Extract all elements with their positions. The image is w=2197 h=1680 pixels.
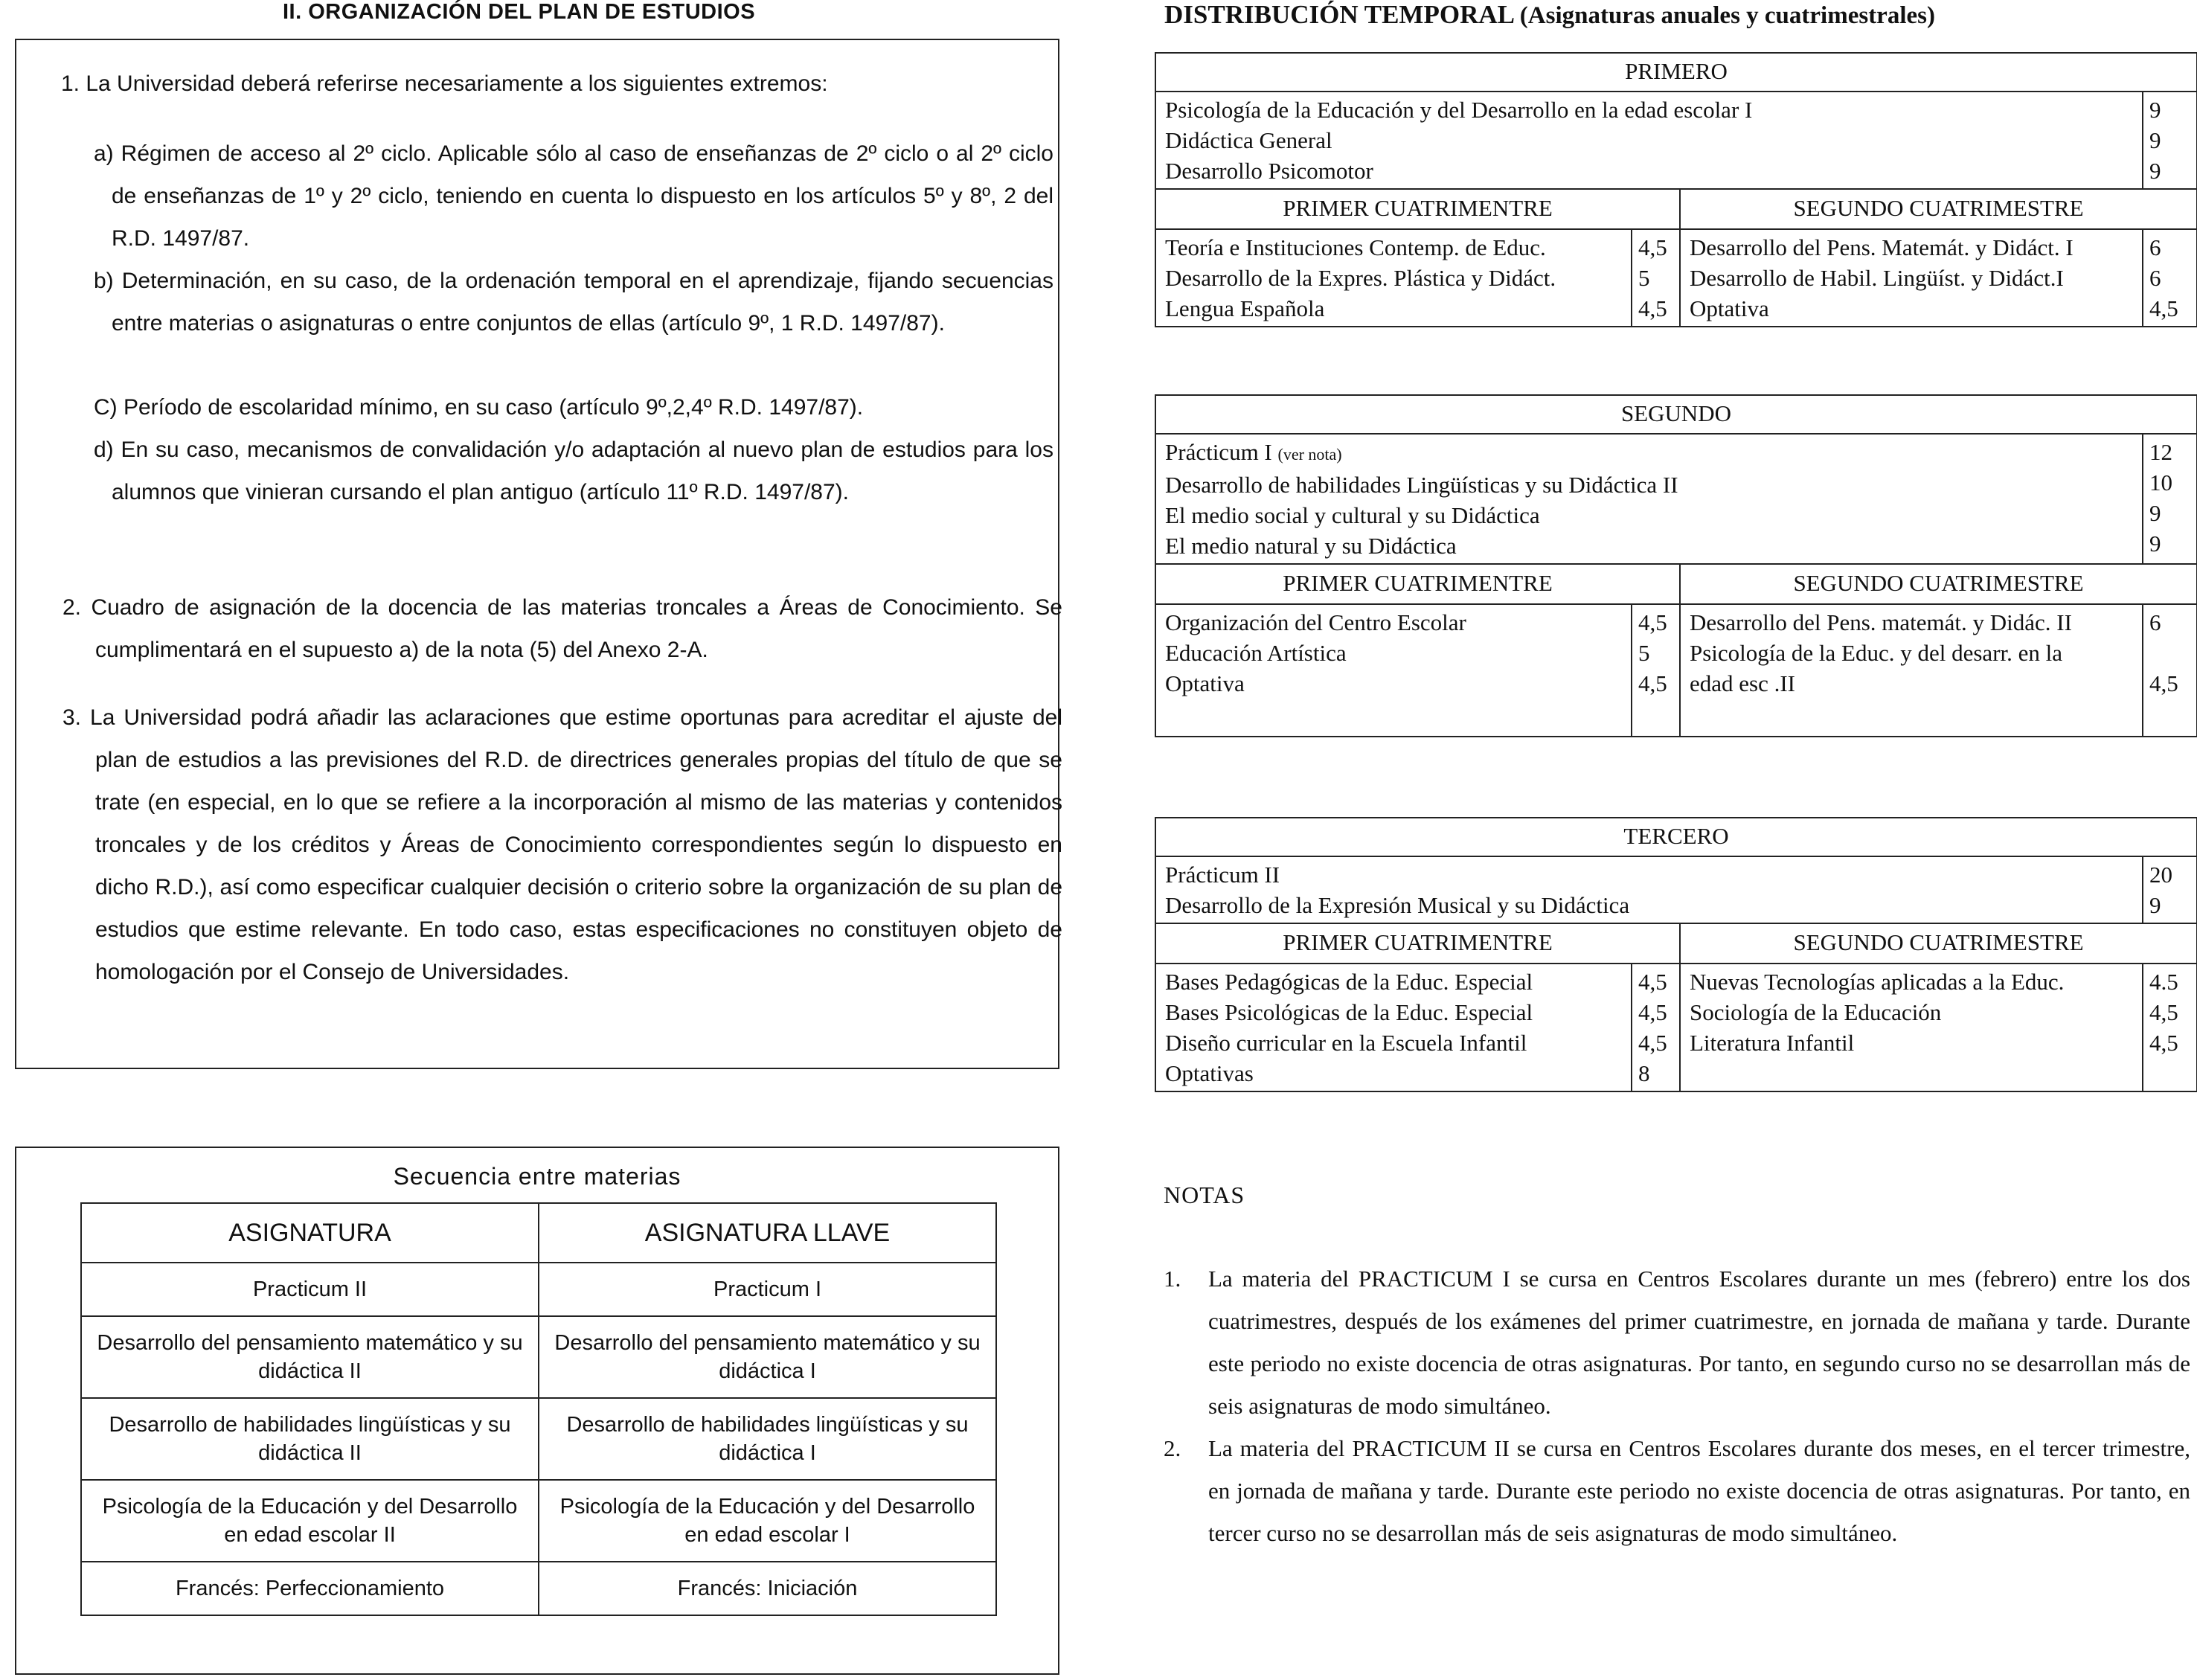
sequence-box — [15, 1147, 1059, 1675]
annual-credits — [2143, 92, 2197, 189]
cell-asignatura: Practicum II — [81, 1263, 539, 1316]
note-text: La materia del PRACTICUM II se cursa en Centros Escolares durante dos meses, en el tercer trimestre, en jornada de mañana y tarde. Durante este periodo no existe docencia de otras asignaturas. Por tanto, en tercer curso no se desarrollan más de seis asignaturas de modo simultáneo. — [1208, 1435, 2190, 1546]
credit-value: 9 — [2149, 127, 2161, 153]
credit-value: 9 — [2149, 500, 2161, 526]
second-term-subjects — [1680, 604, 2143, 737]
second-term-header: SEGUNDO CUATRIMESTRE — [1680, 564, 2197, 604]
year-title: PRIMERO — [1155, 53, 2197, 92]
cell-asignatura: Francés: Perfeccionamiento — [81, 1562, 539, 1615]
subject-name: Diseño curricular en la Escuela Infantil — [1165, 1030, 1527, 1056]
subject-name: Nuevas Tecnologías aplicadas a la Educ. — [1690, 969, 2065, 995]
second-term-header: SEGUNDO CUATRIMESTRE — [1680, 189, 2197, 229]
second-term-header: SEGUNDO CUATRIMESTRE — [1680, 923, 2197, 964]
first-term-credits — [1632, 229, 1680, 327]
subject-name: Lengua Española — [1165, 295, 1325, 321]
notes-title: NOTAS — [1164, 1182, 1245, 1208]
subject-name: Didáctica General — [1165, 127, 1332, 153]
annual-credits — [2143, 856, 2197, 923]
credit-value: 9 — [2149, 892, 2161, 918]
item-1b: b) Determinación, en su caso, de la ordenación temporal en el aprendizaje, fijando secuencias entre materias o asignaturas o entre conjuntos de ellas (artículo 9º, 1 R.D. 1497/87). — [94, 269, 1053, 336]
cell-llave: Desarrollo de habilidades lingüísticas y su didáctica I — [539, 1398, 996, 1480]
credit-value: 4,5 — [1638, 670, 1667, 696]
credit-spacer — [2149, 638, 2190, 668]
note-item — [1164, 1427, 2190, 1554]
subject-name: Literatura Infantil — [1690, 1030, 1855, 1056]
first-term-subjects — [1155, 229, 1632, 327]
credit-value: 12 — [2149, 439, 2172, 465]
subject-name: Teoría e Instituciones Contemp. de Educ. — [1165, 234, 1546, 260]
annual-subjects — [1155, 856, 2143, 923]
credit-value: 6 — [2149, 265, 2161, 291]
annual-subjects — [1155, 434, 2143, 564]
credit-value: 9 — [2149, 158, 2161, 184]
credit-value: 9 — [2149, 97, 2161, 123]
year-title: SEGUNDO — [1155, 395, 2197, 434]
note-text: La materia del PRACTICUM I se cursa en Centros Escolares durante un mes (febrero) entre los dos cuatrimestres, después de los exámenes del primer cuatrimestre, en jornada de mañana y tarde. Durante este periodo no existe docencia de otras asignaturas. Por tanto, en segundo curso no se desarrollan más de seis asignaturas de modo simultáneo. — [1208, 1266, 2190, 1419]
credit-value: 4,5 — [1638, 295, 1667, 321]
subject-name: Optativa — [1165, 670, 1245, 696]
subject-name: Sociología de la Educación — [1690, 999, 1942, 1025]
year-table-tercero — [1155, 817, 2197, 1092]
second-term-subjects — [1680, 964, 2143, 1091]
organization-box — [15, 39, 1062, 1069]
cell-llave: Desarrollo del pensamiento matemático y su didáctica I — [539, 1316, 996, 1398]
first-term-header: PRIMER CUATRIMENTRE — [1155, 564, 1680, 604]
credit-value: 4,5 — [1638, 969, 1667, 995]
item-1c: C) Período de escolaridad mínimo, en su caso (artículo 9º,2,4º R.D. 1497/87). — [94, 395, 864, 420]
annual-credits — [2143, 434, 2197, 564]
note-item — [1164, 1257, 2190, 1427]
credit-value: 9 — [2149, 530, 2161, 557]
subject-name: Organización del Centro Escolar — [1165, 609, 1466, 635]
cell-asignatura: Desarrollo de habilidades lingüísticas y su didáctica II — [81, 1398, 539, 1480]
cell-llave: Psicología de la Educación y del Desarrollo en edad escolar I — [539, 1480, 996, 1562]
first-term-credits — [1632, 604, 1680, 737]
cell-llave: Francés: Iniciación — [539, 1562, 996, 1615]
see-note-label: (ver nota) — [1277, 445, 1342, 464]
table-row — [81, 1480, 996, 1562]
col-asignatura: ASIGNATURA — [81, 1203, 539, 1263]
year-table-primero — [1155, 52, 2197, 327]
subject-name: Educación Artística — [1165, 640, 1347, 666]
first-term-header: PRIMER CUATRIMENTRE — [1155, 923, 1680, 964]
subject-name: Optativas — [1165, 1060, 1254, 1086]
subject-name: Desarrollo de habilidades Lingüísticas y su Didáctica II — [1165, 472, 1678, 498]
subject-name: Desarrollo de la Expres. Plástica y Didáct. — [1165, 265, 1556, 291]
second-term-subjects — [1680, 229, 2143, 327]
distribution-title: DISTRIBUCIÓN TEMPORAL — [1164, 0, 1514, 29]
credit-value: 4,5 — [2149, 670, 2178, 696]
subject-name: Psicología de la Educ. y del desarr. en la — [1690, 640, 2063, 666]
sequence-table — [80, 1202, 997, 1616]
subject-name: Psicología de la Educación y del Desarrollo en la edad escolar I — [1165, 97, 1753, 123]
note-number: 2. — [1164, 1435, 1181, 1461]
credit-value: 4,5 — [1638, 609, 1667, 635]
credit-value: 4.5 — [2149, 969, 2178, 995]
first-term-subjects — [1155, 964, 1632, 1091]
credit-value: 5 — [1638, 265, 1650, 291]
credit-value: 4,5 — [1638, 1030, 1667, 1056]
second-term-credits — [2143, 604, 2197, 737]
credit-value: 4,5 — [1638, 234, 1667, 260]
year-title: TERCERO — [1155, 818, 2197, 856]
table-row — [81, 1263, 996, 1316]
credit-value: 4,5 — [1638, 999, 1667, 1025]
second-term-credits — [2143, 229, 2197, 327]
credit-value: 6 — [2149, 609, 2161, 635]
credit-value: 4,5 — [2149, 295, 2178, 321]
table-row — [81, 1562, 996, 1615]
credit-value: 20 — [2149, 862, 2172, 888]
notes-list — [1164, 1257, 2190, 1554]
subject-name: Bases Pedagógicas de la Educ. Especial — [1165, 969, 1533, 995]
first-term-subjects — [1155, 604, 1632, 737]
col-asignatura-llave: ASIGNATURA LLAVE — [539, 1203, 996, 1263]
credit-value: 6 — [2149, 234, 2161, 260]
credit-value: 8 — [1638, 1060, 1650, 1086]
cell-asignatura: Desarrollo del pensamiento matemático y su didáctica II — [81, 1316, 539, 1398]
subject-name: El medio social y cultural y su Didáctica — [1165, 502, 1540, 528]
subject-name: Desarrollo de la Expresión Musical y su Didáctica — [1165, 892, 1630, 918]
credit-value: 5 — [1638, 640, 1650, 666]
subject-name-continued: edad esc .II — [1690, 670, 1795, 696]
subject-name: Desarrollo Psicomotor — [1165, 158, 1373, 184]
first-term-credits — [1632, 964, 1680, 1091]
credit-value: 4,5 — [2149, 999, 2178, 1025]
table-row — [81, 1398, 996, 1480]
credit-value: 10 — [2149, 469, 2172, 496]
note-number: 1. — [1164, 1266, 1181, 1292]
annual-subjects — [1155, 92, 2143, 189]
section-heading: II. ORGANIZACIÓN DEL PLAN DE ESTUDIOS — [283, 0, 756, 24]
item-1d: d) En su caso, mecanismos de convalidación y/o adaptación al nuevo plan de estudios para los alumnos que vinieran cursando el plan antiguo (artículo 11º R.D. 1497/87). — [94, 437, 1053, 504]
cell-llave: Practicum I — [539, 1263, 996, 1316]
credit-value: 4,5 — [2149, 1030, 2178, 1056]
subject-name: El medio natural y su Didáctica — [1165, 533, 1457, 559]
first-term-header: PRIMER CUATRIMENTRE — [1155, 189, 1680, 229]
sequence-title: Secuencia entre materias — [393, 1163, 681, 1190]
second-term-credits — [2143, 964, 2197, 1091]
item-3: 3. La Universidad podrá añadir las aclaraciones que estime oportunas para acreditar el ajuste del plan de estudios a las previsiones del R.D. de directrices generales propias del título de que se trate (en especial, en lo que se refiere a la incorporación al mismo de las materias y contenidos troncales y de los créditos y Áreas de Conocimiento correspondientes según lo dispuesto en dicho R.D.), así como especificar cualquier decisión o criterio sobre la organización de su plan de estudios que estime relevante. En todo caso, estas especificaciones no constituyen objeto de homologación por el Consejo de Universidades. — [62, 705, 1062, 984]
subject-name: Optativa — [1690, 295, 1769, 321]
subject-name: Prácticum II — [1165, 862, 1280, 888]
item-1: 1. La Universidad deberá referirse necesariamente a los siguientes extremos: — [61, 71, 828, 96]
item-1a: a) Régimen de acceso al 2º ciclo. Aplicable sólo al caso de enseñanzas de 2º ciclo o al 2º ciclo de enseñanzas de 1º y 2º ciclo, teniendo en cuenta lo dispuesto en los artículos 5º y 8º, 2 del R.D. 1497/87. — [94, 141, 1053, 251]
subject-name: Desarrollo de Habil. Lingüíst. y Didáct.I — [1690, 265, 2064, 291]
subject-name: Desarrollo del Pens. Matemát. y Didáct. I — [1690, 234, 2073, 260]
table-header-row — [81, 1203, 996, 1263]
distribution-subtitle: (Asignaturas anuales y cuatrimestrales) — [1519, 2, 1935, 29]
subject-name: Bases Psicológicas de la Educ. Especial — [1165, 999, 1533, 1025]
year-table-segundo — [1155, 394, 2197, 737]
subject-label: Prácticum I — [1165, 439, 1272, 465]
item-2: 2. Cuadro de asignación de la docencia de las materias troncales a Áreas de Conocimiento. Se cumplimentará en el supuesto a) de la nota (5) del Anexo 2-A. — [62, 595, 1062, 662]
cell-asignatura: Psicología de la Educación y del Desarrollo en edad escolar II — [81, 1480, 539, 1562]
subject-name: Desarrollo del Pens. matemát. y Didác. II — [1690, 609, 2072, 635]
subject-name — [1165, 437, 2133, 469]
table-row — [81, 1316, 996, 1398]
distribution-heading — [1164, 0, 2132, 30]
